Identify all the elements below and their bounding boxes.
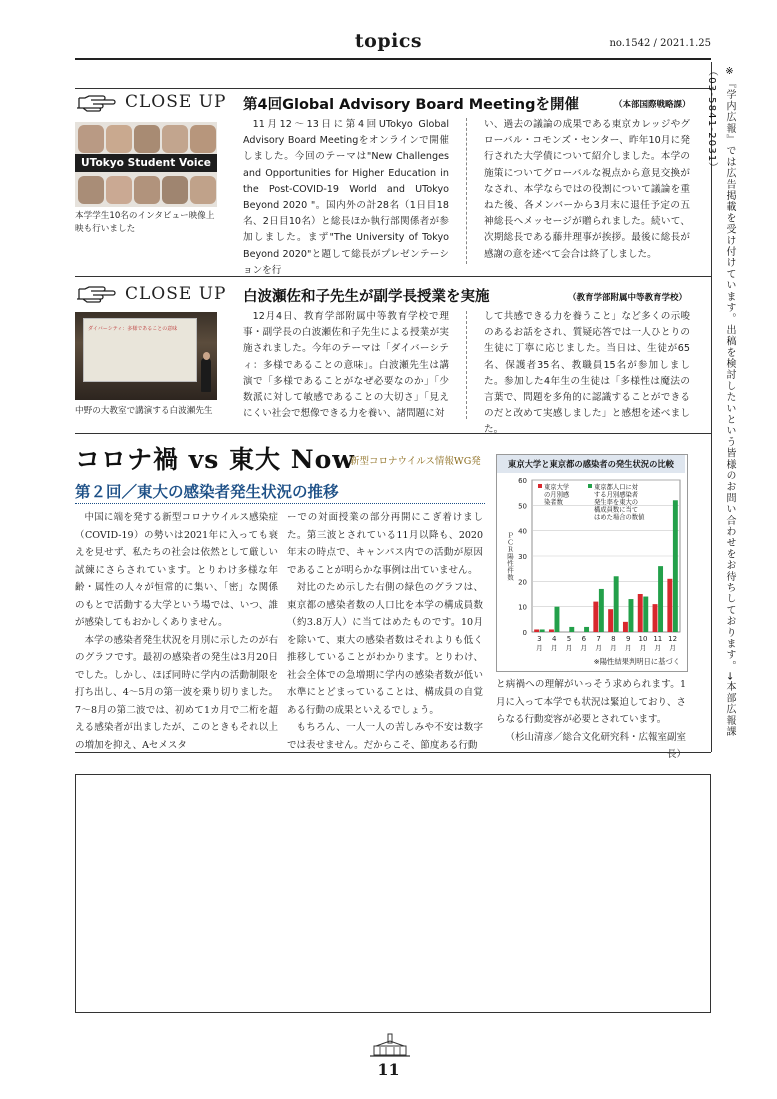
x-tick-label: 3: [537, 635, 542, 643]
x-tick-unit: 月: [669, 644, 676, 652]
section-title: コロナ禍 vs 東大 Now: [75, 445, 355, 474]
infection-chart: [496, 474, 686, 658]
section-rule: [75, 433, 711, 434]
lecture-photo: [75, 312, 217, 400]
ad-notice: ※『学内広報』では広告掲載を受け付けています。出稿を検討したいという皆様のお問い合わせをお待ちしております。→本部広報課（03-5841-2031）: [706, 66, 735, 738]
bar-tokyo-9: [658, 566, 663, 632]
corona-body-col1: 中国に端を発する新型コロナウイルス感染症（COVID-19）の勢いは2021年に入っても衰えを見せず、私たちの社会は依然として厳しい試練にさらされています。とりわけ多様な年齢・属性の人々が恒常的に集い、「密」な関係のもとで活動する大学という場では、いつ、誰が感染してもおかしくありません。 本学の感染者発生状況を月別に示したのが右のグラフです。最初の感染者の発生は3月20日でした。しかし、ほぼ同時に学内の活動制限を打ち出し、4〜5月の第一波を乗り切りました。7〜8月の第二波では、初めて1カ月で二桁を超える感染者が出ましたが、このときもそれ以上の増加を抑え、Aセメスタ: [75, 512, 278, 751]
bar-tokyo-8: [643, 597, 648, 632]
bar-tokyo-1: [540, 629, 545, 632]
photo-caption: 中野の大教室で講演する白波瀬先生: [75, 406, 213, 416]
section-rule: [75, 276, 711, 277]
bar-utokyo-5: [593, 602, 598, 632]
article-title: 第4回Global Advisory Board Meetingを開催: [243, 97, 579, 113]
article-body-col1: 12月4日、教育学部附属中等教育学校で理事・副学長の白波瀬佐和子先生による授業が実施されました。今年のテーマは「ダイバーシティ：多様であることの意味」。白波瀬先生は講演で「多様であることがなぜ必要なのか」「少数派に対して敏感であることの大切さ」「見えにくい社会で想像できる力を養い、諸問題に対: [243, 311, 449, 420]
corona-body-col3: と病禍への理解がいっそう求められます。1月に入って本学でも状況は緊迫しており、さらなる行動変容が必要とされています。 （杉山清彦／総合文化研究科・広報室副室長）: [496, 676, 686, 764]
bar-tokyo-7: [629, 599, 634, 632]
x-tick-label: 4: [551, 635, 557, 643]
issue-number: no.1542 / 2021.1.25: [609, 38, 711, 49]
bar-tokyo-6: [614, 576, 619, 632]
bar-utokyo-8: [638, 594, 643, 632]
bar-utokyo-2: [549, 629, 554, 632]
x-tick-unit: 月: [610, 644, 617, 652]
legend-label: 東京都人口に対: [594, 484, 639, 491]
bar-utokyo-10: [667, 579, 672, 632]
x-tick-unit: 月: [536, 644, 543, 652]
x-tick-unit: 月: [624, 644, 632, 652]
article-body-col2: い、過去の議論の成果である東京カレッジやグローバル・コモンズ・センター、昨年10月に発行された大学債について紹介しました。本学の施策についてグローバルな視点から意見交換がなされ、本学ならではの役割について議論を重ねた後、各メンバーから3月末に退任予定の五神総長へメッセージが贈られました。続いて、次期総長である藤井理事が挨拶。最後に総長が感謝の意を述べて会合は終了しました。: [484, 119, 690, 260]
bar-tokyo-3: [569, 627, 574, 632]
closeup-badge: CLOSE UP: [125, 284, 227, 304]
x-tick-label: 11: [653, 635, 663, 643]
bar-utokyo-7: [623, 622, 628, 632]
bar-tokyo-5: [599, 589, 604, 632]
closeup-badge: CLOSE UP: [125, 92, 227, 112]
section-rule: [75, 752, 711, 753]
y-tick-label: 50: [518, 502, 527, 511]
article-dept: （本部国際戦略課）: [614, 100, 691, 110]
bar-tokyo-4: [584, 627, 589, 632]
y-axis-label: ＰＣＲ陽性件数: [506, 532, 514, 581]
y-tick-label: 10: [518, 603, 527, 612]
zoom-photo: [75, 122, 217, 207]
x-tick-unit: 月: [595, 644, 602, 652]
projection-screen: [83, 318, 197, 382]
y-tick-label: 20: [518, 578, 527, 587]
chart-title: 東京大学と東京都の感染者の発生状況の比較: [508, 459, 674, 469]
article-dept: （教育学部附属中等教育学校）: [568, 293, 688, 303]
legend-label: 発生率を東大の: [594, 499, 639, 506]
photo-banner: UTokyo Student Voice: [75, 154, 217, 172]
x-tick-label: 5: [566, 635, 572, 643]
section-subtitle: 第２回／東大の感染者発生状況の推移: [75, 482, 339, 501]
legend-label: 染者数: [544, 499, 563, 506]
bar-utokyo-6: [608, 609, 613, 632]
legend-label: はめた場合の数値: [594, 514, 645, 521]
legend-label: 東京大学: [544, 484, 570, 491]
x-tick-unit: 月: [565, 644, 573, 652]
x-tick-unit: 月: [550, 644, 558, 652]
legend-swatch: [588, 484, 592, 488]
legend-label: 構成員数に当て: [594, 506, 639, 514]
bar-tokyo-10: [673, 500, 678, 632]
pointing-hand-icon: [77, 92, 119, 112]
legend-label: の月別感: [544, 491, 570, 499]
article-body-col1: 11月12〜13日に第4回UTokyo Global Advisory Board Meetingをオンラインで開催しました。今回のテーマは"New Challenges and Opportunities for Higher Education in the Post-COVID-19 World and UTokyo Beyond 2020 "。国内外の計28名（1日目18名、2日目10名）と総長ほか執行部関係者が参加しました。まず"The University of Tokyo Beyond 2020"と題して総長がプレゼンテーションを行: [243, 119, 449, 276]
x-tick-unit: 月: [654, 644, 662, 652]
bar-utokyo-9: [653, 604, 658, 632]
header-title: topics: [354, 30, 423, 52]
yasuda-auditorium-icon: [370, 1032, 410, 1058]
header-rule: [75, 58, 711, 60]
page-number: 11: [377, 1060, 400, 1079]
x-tick-unit: 月: [639, 644, 647, 652]
x-tick-label: 9: [625, 635, 631, 643]
article-body-col2: して共感できる力を養うこと」など多くの示唆のあるお話をされ、質疑応答では一人ひとりの生徒に丁寧に応じました。当日は、生徒が65名、保護者35名、教職員15名が参加しました。参加した4年生の生徒は「多様性は魔法の言葉で、問題を多角的に認識することができるのだと改めて実感しました」と感想を述べました。: [484, 311, 690, 436]
column-divider: [466, 311, 467, 419]
column-divider: [466, 118, 467, 264]
y-tick-label: 40: [518, 527, 527, 536]
legend-label: する月別感染者: [594, 491, 639, 499]
x-tick-unit: 月: [580, 644, 588, 652]
x-tick-label: 7: [596, 635, 601, 643]
chart-note: ※陽性結果判明日に基づく: [593, 657, 680, 666]
y-tick-label: 0: [522, 629, 527, 637]
x-tick-label: 12: [668, 635, 678, 643]
y-tick-label: 30: [518, 553, 527, 561]
pointing-hand-icon: [77, 283, 119, 303]
x-tick-label: 8: [611, 635, 616, 643]
article-title: 白波瀬佐和子先生が副学長授業を実施: [243, 289, 490, 305]
bar-utokyo-1: [534, 629, 539, 632]
y-tick-label: 60: [518, 477, 527, 485]
corona-body-col2: ーでの対面授業の部分再開にこぎ着けました。第三波とされている11月以降も、2020年末の時点で、キャンパス内での活動が原因であることが明らかな事例は出ていません。 対比のため示した右側の緑色のグラフは、東京都の感染者数の人口比を本学の構成員数（約3.8万人）に当てはめたものです。10月を除いて、東大の感染者数はそれよりも低く推移していることがわかります。とりわけ、社会全体での急増期に学内の感染者数が低い水準にとどまっていることは、構成員の自覚ある行動の成果といえるでしょう。 もちろん、一人一人の苦しみや不安は数字では表せません。だからこそ、節度ある行動: [287, 512, 483, 751]
bar-tokyo-2: [555, 607, 560, 632]
byline: （杉山清彦／総合文化研究科・広報室副室長）: [505, 731, 686, 760]
section-rule: [75, 88, 711, 89]
section-kicker: 新型コロナウイルス情報WG発: [350, 456, 481, 467]
screen-text: ダイバーシティ：多様であることの意味: [88, 326, 178, 332]
photo-caption: 本学学生10名のインタビュー映像上映も行いました: [75, 211, 215, 234]
legend-swatch: [538, 484, 542, 488]
ad-space: [75, 774, 711, 1013]
x-tick-label: 10: [638, 635, 648, 643]
subtitle-rule: [75, 503, 485, 504]
x-tick-label: 6: [581, 635, 587, 643]
